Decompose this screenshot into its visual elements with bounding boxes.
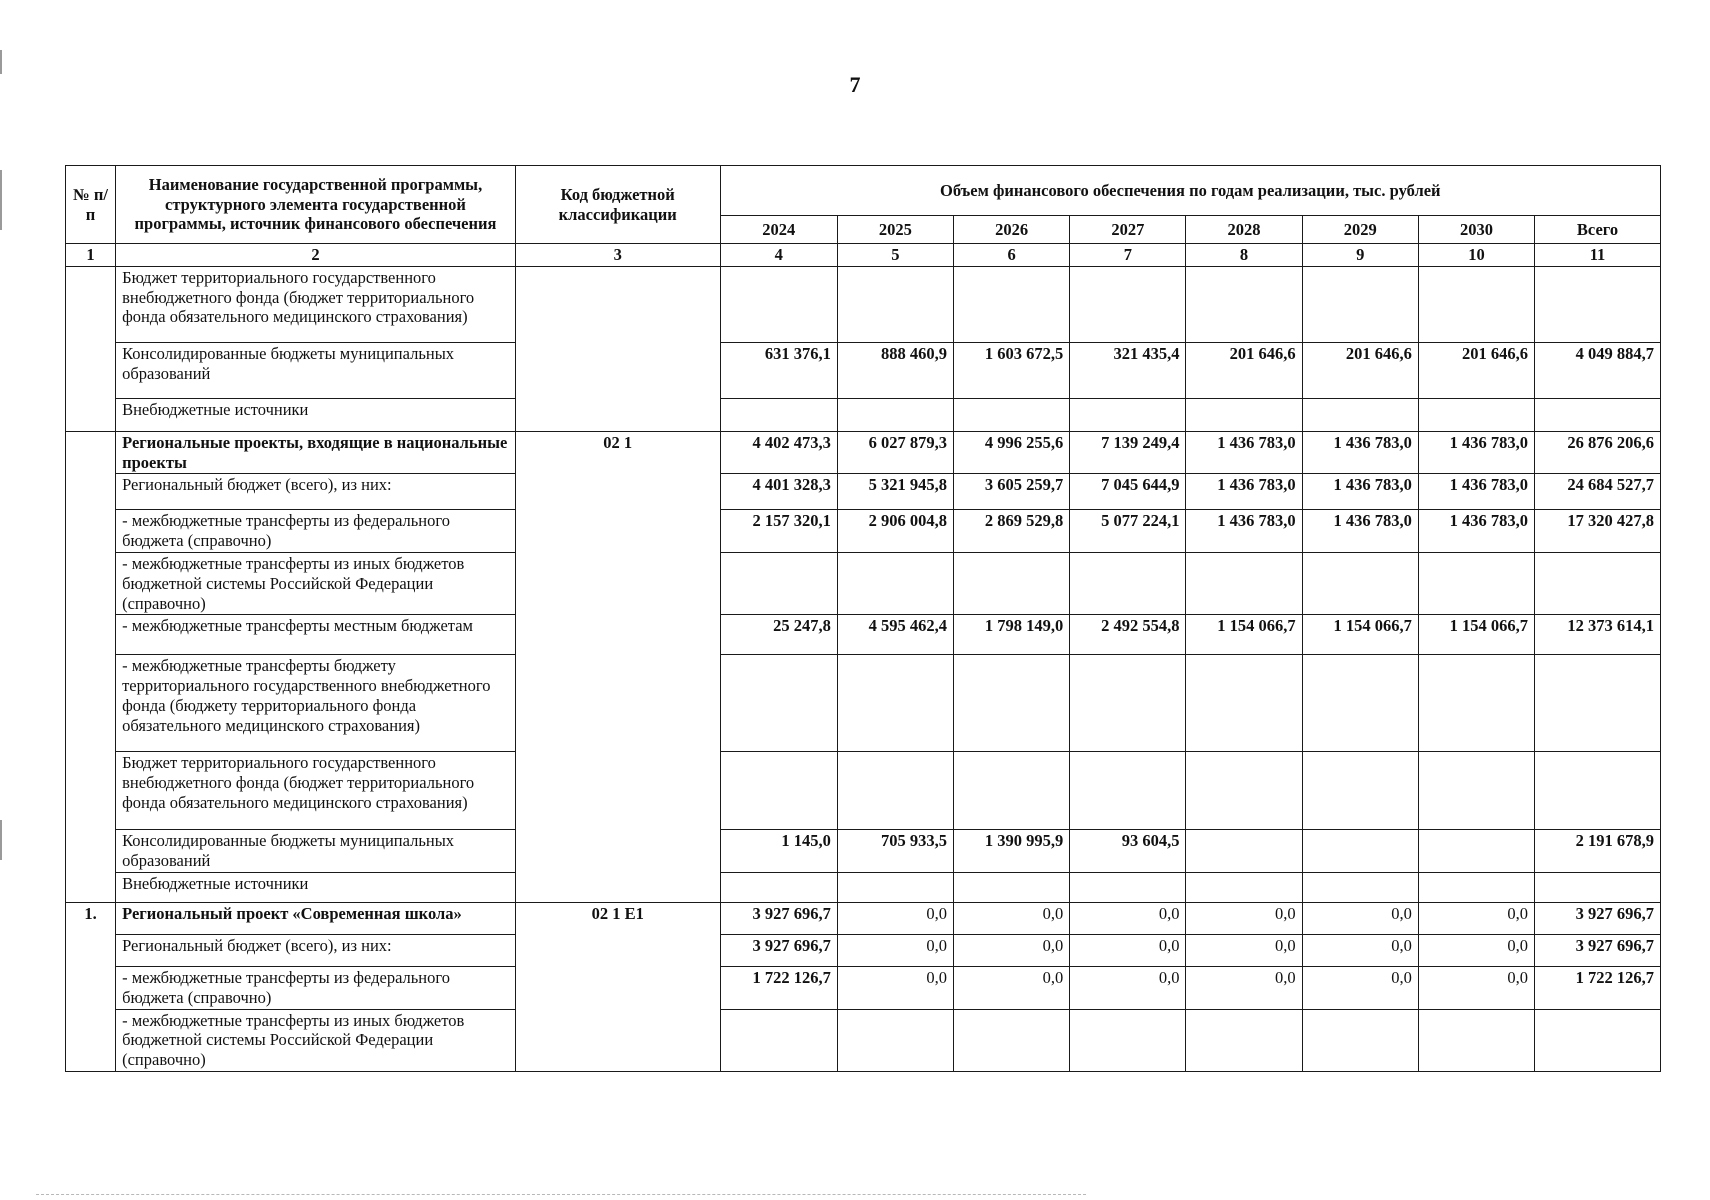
value-cell: 1 436 783,0	[1418, 431, 1534, 474]
value-cell	[720, 552, 837, 614]
budget-code: 02 1	[515, 431, 720, 902]
budget-code	[515, 266, 720, 431]
column-index: 9	[1302, 244, 1418, 267]
column-index-row	[66, 244, 1661, 267]
row-number	[66, 266, 116, 431]
value-cell	[1186, 1009, 1302, 1071]
column-index: 7	[1070, 244, 1186, 267]
value-cell	[1535, 655, 1661, 752]
value-cell	[1418, 552, 1534, 614]
value-cell: 0,0	[1418, 934, 1534, 966]
budget-table	[65, 165, 1661, 1072]
table-row	[66, 830, 1661, 873]
value-cell	[1070, 552, 1186, 614]
value-cell: 0,0	[1186, 934, 1302, 966]
value-cell: 0,0	[1186, 902, 1302, 934]
value-cell	[1535, 752, 1661, 830]
value-cell: 2 157 320,1	[720, 510, 837, 553]
value-cell: 1 436 783,0	[1302, 431, 1418, 474]
value-cell: 0,0	[1302, 934, 1418, 966]
table-row	[66, 510, 1661, 553]
table-row	[66, 966, 1661, 1009]
value-cell: 201 646,6	[1418, 342, 1534, 398]
value-cell	[1418, 266, 1534, 342]
table-row	[66, 1009, 1661, 1071]
row-name: - межбюджетные трансферты бюджету территориального государственного внебюджетного фонда (бюджету территориального фонда обязательного медицинского страхования)	[116, 655, 516, 752]
table-body	[66, 266, 1661, 1071]
value-cell: 705 933,5	[837, 830, 953, 873]
value-cell: 4 595 462,4	[837, 615, 953, 655]
row-name: - межбюджетные трансферты из федерального бюджета (справочно)	[116, 966, 516, 1009]
row-number	[66, 431, 116, 902]
value-cell	[954, 398, 1070, 431]
header-year: 2024	[720, 216, 837, 244]
row-name: Региональный бюджет (всего), из них:	[116, 474, 516, 510]
value-cell: 1 154 066,7	[1418, 615, 1534, 655]
scan-edge-mark	[0, 50, 2, 74]
value-cell: 7 045 644,9	[1070, 474, 1186, 510]
column-index: 8	[1186, 244, 1302, 267]
value-cell: 3 927 696,7	[720, 902, 837, 934]
value-cell	[720, 1009, 837, 1071]
value-cell	[954, 655, 1070, 752]
table-row	[66, 752, 1661, 830]
column-index: 3	[515, 244, 720, 267]
row-name: Консолидированные бюджеты муниципальных образований	[116, 830, 516, 873]
value-cell	[1186, 655, 1302, 752]
column-index: 1	[66, 244, 116, 267]
value-cell: 1 603 672,5	[954, 342, 1070, 398]
table-row	[66, 934, 1661, 966]
value-cell	[1186, 752, 1302, 830]
value-cell: 1 145,0	[720, 830, 837, 873]
value-cell	[1418, 1009, 1534, 1071]
value-cell	[1186, 552, 1302, 614]
value-cell	[720, 872, 837, 902]
scan-artifact-line	[36, 1194, 1086, 1196]
value-cell	[1302, 655, 1418, 752]
value-cell	[1186, 398, 1302, 431]
value-cell	[1302, 830, 1418, 873]
table-row	[66, 655, 1661, 752]
value-cell: 1 436 783,0	[1302, 510, 1418, 553]
value-cell: 4 996 255,6	[954, 431, 1070, 474]
table-row	[66, 266, 1661, 342]
value-cell	[837, 1009, 953, 1071]
value-cell: 0,0	[1302, 902, 1418, 934]
value-cell: 1 436 783,0	[1302, 474, 1418, 510]
row-name: Региональный проект «Современная школа»	[116, 902, 516, 934]
value-cell	[1070, 1009, 1186, 1071]
value-cell	[1302, 398, 1418, 431]
table-row	[66, 474, 1661, 510]
header-year: 2029	[1302, 216, 1418, 244]
table-row	[66, 342, 1661, 398]
header-year: 2026	[954, 216, 1070, 244]
value-cell: 1 798 149,0	[954, 615, 1070, 655]
value-cell: 1 722 126,7	[1535, 966, 1661, 1009]
value-cell: 0,0	[1418, 902, 1534, 934]
value-cell: 0,0	[837, 966, 953, 1009]
header-funding-group: Объем финансового обеспечения по годам реализации, тыс. рублей	[720, 166, 1660, 216]
value-cell	[954, 872, 1070, 902]
column-index: 10	[1418, 244, 1534, 267]
value-cell	[1418, 655, 1534, 752]
value-cell: 7 139 249,4	[1070, 431, 1186, 474]
value-cell	[1302, 752, 1418, 830]
value-cell: 0,0	[837, 902, 953, 934]
value-cell	[720, 398, 837, 431]
value-cell	[1186, 266, 1302, 342]
value-cell: 1 722 126,7	[720, 966, 837, 1009]
value-cell	[1070, 655, 1186, 752]
value-cell	[1302, 266, 1418, 342]
value-cell: 2 492 554,8	[1070, 615, 1186, 655]
value-cell: 631 376,1	[720, 342, 837, 398]
scan-edge-mark	[0, 170, 2, 230]
row-name: Бюджет территориального государственного внебюджетного фонда (бюджет территориального фонда обязательного медицинского страхования)	[116, 752, 516, 830]
budget-code: 02 1 Е1	[515, 902, 720, 1071]
value-cell	[837, 752, 953, 830]
column-index: 2	[116, 244, 516, 267]
value-cell	[1186, 872, 1302, 902]
row-name: - межбюджетные трансферты из федерального бюджета (справочно)	[116, 510, 516, 553]
page-number: 7	[849, 72, 861, 97]
header-year: 2025	[837, 216, 953, 244]
value-cell: 0,0	[837, 934, 953, 966]
value-cell	[837, 266, 953, 342]
value-cell: 3 927 696,7	[720, 934, 837, 966]
value-cell: 4 401 328,3	[720, 474, 837, 510]
value-cell	[1418, 752, 1534, 830]
value-cell: 0,0	[954, 902, 1070, 934]
value-cell: 1 436 783,0	[1418, 510, 1534, 553]
table-row	[66, 615, 1661, 655]
value-cell	[837, 398, 953, 431]
value-cell: 25 247,8	[720, 615, 837, 655]
row-name: Внебюджетные источники	[116, 398, 516, 431]
value-cell	[1070, 872, 1186, 902]
value-cell: 1 154 066,7	[1186, 615, 1302, 655]
value-cell	[720, 752, 837, 830]
value-cell	[837, 655, 953, 752]
header-name: Наименование государственной программы, структурного элемента государственной программы, источник финансового обеспечения	[116, 166, 516, 244]
scan-edge-mark	[0, 820, 2, 860]
value-cell: 1 154 066,7	[1302, 615, 1418, 655]
value-cell	[1535, 398, 1661, 431]
value-cell: 0,0	[1070, 966, 1186, 1009]
header-year: 2028	[1186, 216, 1302, 244]
value-cell: 24 684 527,7	[1535, 474, 1661, 510]
table-header	[66, 166, 1661, 267]
value-cell: 6 027 879,3	[837, 431, 953, 474]
value-cell	[1418, 398, 1534, 431]
value-cell	[954, 1009, 1070, 1071]
value-cell: 0,0	[954, 966, 1070, 1009]
header-year: 2027	[1070, 216, 1186, 244]
value-cell: 5 321 945,8	[837, 474, 953, 510]
value-cell: 93 604,5	[1070, 830, 1186, 873]
column-index: 6	[954, 244, 1070, 267]
header-year: 2030	[1418, 216, 1534, 244]
value-cell: 888 460,9	[837, 342, 953, 398]
value-cell	[954, 752, 1070, 830]
table-row	[66, 552, 1661, 614]
row-name: Региональные проекты, входящие в национальные проекты	[116, 431, 516, 474]
column-index: 5	[837, 244, 953, 267]
row-name: - межбюджетные трансферты местным бюджетам	[116, 615, 516, 655]
value-cell: 4 049 884,7	[1535, 342, 1661, 398]
value-cell: 2 869 529,8	[954, 510, 1070, 553]
row-number: 1.	[66, 902, 116, 1071]
value-cell: 3 927 696,7	[1535, 902, 1661, 934]
value-cell: 0,0	[1302, 966, 1418, 1009]
header-num: № п/п	[66, 166, 116, 244]
value-cell: 1 436 783,0	[1186, 431, 1302, 474]
value-cell	[1535, 872, 1661, 902]
value-cell	[954, 552, 1070, 614]
header-code: Код бюджетной классификации	[515, 166, 720, 244]
value-cell	[1070, 398, 1186, 431]
value-cell	[720, 655, 837, 752]
value-cell	[1418, 830, 1534, 873]
value-cell	[1302, 552, 1418, 614]
value-cell	[1535, 266, 1661, 342]
row-name: Бюджет территориального государственного внебюджетного фонда (бюджет территориального фонда обязательного медицинского страхования)	[116, 266, 516, 342]
value-cell	[1070, 752, 1186, 830]
value-cell: 1 436 783,0	[1186, 510, 1302, 553]
value-cell	[954, 266, 1070, 342]
value-cell: 201 646,6	[1302, 342, 1418, 398]
table-row	[66, 872, 1661, 902]
value-cell: 0,0	[1186, 966, 1302, 1009]
value-cell: 3 927 696,7	[1535, 934, 1661, 966]
value-cell: 3 605 259,7	[954, 474, 1070, 510]
row-name: Консолидированные бюджеты муниципальных образований	[116, 342, 516, 398]
row-name: Внебюджетные источники	[116, 872, 516, 902]
value-cell: 4 402 473,3	[720, 431, 837, 474]
value-cell	[1418, 872, 1534, 902]
row-name: Региональный бюджет (всего), из них:	[116, 934, 516, 966]
value-cell	[1070, 266, 1186, 342]
value-cell: 0,0	[1070, 902, 1186, 934]
value-cell: 1 436 783,0	[1418, 474, 1534, 510]
value-cell	[837, 552, 953, 614]
value-cell: 1 390 995,9	[954, 830, 1070, 873]
value-cell: 2 906 004,8	[837, 510, 953, 553]
value-cell: 0,0	[1418, 966, 1534, 1009]
value-cell: 12 373 614,1	[1535, 615, 1661, 655]
column-index: 11	[1535, 244, 1661, 267]
value-cell	[837, 872, 953, 902]
value-cell: 321 435,4	[1070, 342, 1186, 398]
row-name: - межбюджетные трансферты из иных бюджетов бюджетной системы Российской Федерации (справочно)	[116, 552, 516, 614]
value-cell	[720, 266, 837, 342]
value-cell	[1302, 1009, 1418, 1071]
value-cell: 2 191 678,9	[1535, 830, 1661, 873]
column-index: 4	[720, 244, 837, 267]
value-cell	[1186, 830, 1302, 873]
header-year: Всего	[1535, 216, 1661, 244]
value-cell: 0,0	[1070, 934, 1186, 966]
value-cell: 26 876 206,6	[1535, 431, 1661, 474]
table-row	[66, 431, 1661, 474]
table-row	[66, 398, 1661, 431]
value-cell: 5 077 224,1	[1070, 510, 1186, 553]
value-cell: 0,0	[954, 934, 1070, 966]
table-row	[66, 902, 1661, 934]
value-cell	[1535, 552, 1661, 614]
value-cell: 1 436 783,0	[1186, 474, 1302, 510]
value-cell: 17 320 427,8	[1535, 510, 1661, 553]
value-cell	[1302, 872, 1418, 902]
value-cell: 201 646,6	[1186, 342, 1302, 398]
value-cell	[1535, 1009, 1661, 1071]
row-name: - межбюджетные трансферты из иных бюджетов бюджетной системы Российской Федерации (справочно)	[116, 1009, 516, 1071]
